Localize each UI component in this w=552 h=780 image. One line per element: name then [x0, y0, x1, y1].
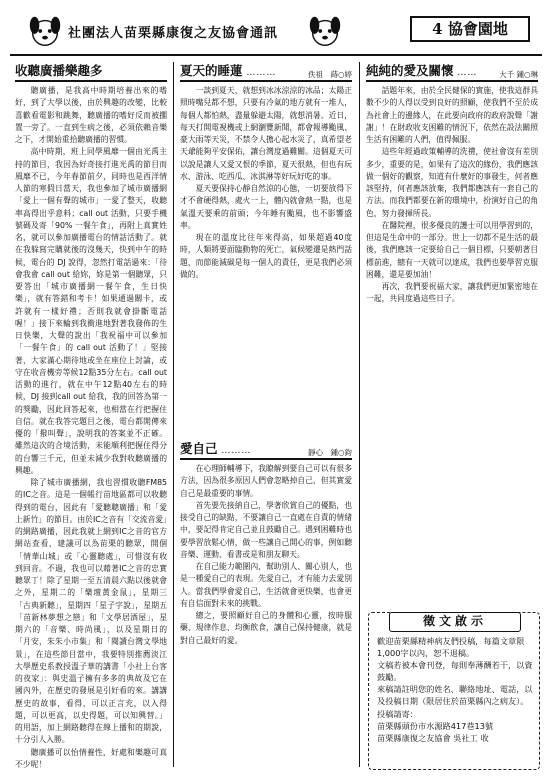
article-title-row: 純純的愛及關懷 …… 大千 鍾○琳 — [366, 62, 538, 82]
article-title: 愛自己 — [180, 441, 218, 456]
newsletter-header — [10, 4, 542, 60]
article-paragraph: 在醫院裡，很多優良的護士可以用學習到的，但這是生命中的一部分。世上一切都不是生活的最後，我們應該一定要給自己一個目標，只要朝著目標前進，總有一天就可以達成，我們也要學習克服困難，還是要加油！ — [366, 220, 538, 279]
article-paragraph: 再次，我們要祝福大家，讓我們更加緊密地在一起，共同度過這些日子。 — [366, 282, 538, 304]
call-for-submissions-box — [368, 612, 540, 770]
ad-line: 文稿若被本會刊登，每則奉薄酬若干，以資鼓勵。 — [377, 660, 533, 683]
article-paragraph: 話題年來，由於全民健保的實施，使我這群具數不少的人得以受到良好的照顧，使我們不至於成為社會上的邊緣人，在此要向政府的政府說聲「謝謝」！在財政收支困難的情況下，依然在設法關照生活有困難的人們，值得佩服。 — [366, 86, 538, 144]
article-summer-lotus — [180, 62, 352, 350]
ad-line: 投稿請寄： — [377, 708, 418, 719]
article-title: 夏天的睡蓮 — [180, 63, 243, 78]
article-paragraph: 高中時期，班上同學風靡一個由光禹主持的節目，我因為好奇接打進光禹的節目而風靡不已，今年春節前夕，同時也是西洋情人節的寒假日當天，我也參加了城市廣播網「愛上一個有聲的城市」一愛了整天，收聽率高得出乎意料；call out 活動，只要手機號碼及寄「90% 一餐午食」，再附上真實姓名，就可以參加廣播電台的情話活動了。就在我躲寫完購就後的沒幾天，快到中午的時候，電台的 DJ 說得，忽然打電話過來：「待會我會 call out 給妳，妳是第一個聽眾，只要答出「城市廣播網一餐午食，生日快樂」，就有答錯和考卡！如果通過關卡，或許就有一樣好禮；否則我就會掛斷電話喔！」接下來輪到我衝進地對著我發佈的生日快樂，大聲的說出「我祝福中可以參加「一餐午食」的 call out 活動了！」堅接著，大家滿心期待地或坐在座位上討論，或守在收音機旁等候12點35分左右。call out活動的進行，就在中午12點40左右的時候，DJ 接到call out 給我，我的回答為第一的獎勵，因此回答起來，也相當在行把握住自信。就在我答完題目之後，電台都開傳來優的「撥叫聲」，說明我的答案並不正確。雖然這次的合境活動，未能順利把握住得分的台響三千元，但並未減少我對收聽廣播的興趣。 — [15, 147, 167, 475]
ad-line: 苗栗縣頭份市水源路417巷13號 — [377, 720, 494, 731]
article-paragraph: 除了城市廣播網，我也習慣收聽FM85 的IC之音。這是一個帳行苗地區都可以收聽得到的電台，因此有「愛聽聰廣播」和「愛上新竹」的節目。由於IC之音有「交流音愛」的網路廣播，因此我就上網到IC之音的官方網站查看，建議可以為苗栗的聽眾，開個「情華山城」或「心靈聽處」，可惜沒有收到回音。不過，我也可以藉著IC之音的忠實聽眾丁！除了星期一至五清晨六點以後就會之外，星期二的「樂壇黃金鼠」，星期三「古典新聽」，星期四「星子字說」，星期五「苗新林夢想之戀」和「文學居酒屋」，星期六的「音樂、時尚風」，以及星期日的「月安，朱朱小市集」和「閱讀台灣文學地景」，在這些節目當中，我要特別推薦淡江大學歷史系教授溫子華的講書「小社上台客的夜家」：與史溫子擁有多多的典故及它在國內外，在歷史的發展是引好看的來。講講歷史的故事，看得，可以正言充，以入得題，可以更高，以史得題，可以知興替。」的用語，加上網路聽得在線上播和的期說，十分引人入勝。 — [15, 478, 167, 745]
article-paragraph: 夏天要保持心靜自然涼的心態，一切要放得下才不會硬得熱，處火一上，體內就會熱一點，也是氣溫天要乘的前頭；今年睡有颱風，也不影響盛率。 — [180, 184, 352, 230]
newsletter-title: 社團法人苗栗縣康復之友協會通訊 — [68, 26, 279, 41]
article-title: 純純的愛及關懷 — [366, 63, 454, 78]
column-divider — [173, 62, 174, 767]
ad-line: 苗栗縣康復之友協會 吳社工 收 — [377, 732, 489, 743]
article-paragraph: 這些年經過政策輔導的洗禮，使社會沒有差別多少，重要的是，如果有了這次的緣份，我們應該做一個好的觀察，知道有什麼好的事發生，何者應該堅持，何者應該放棄，我們都應該有一套自己的方法。而我們都要在新的環境中，扮演好自己的角色，努力發揮所長。 — [366, 147, 538, 218]
article-title: 收聽廣播樂趣多 — [15, 62, 167, 82]
article-paragraph: 現在的溫度比往年來得高，如果超過40度時，人類將要面臨動物的死亡，氣候變遷是熱門話題，而節能減碳是每一個人的責任，更是我們必須做的。 — [180, 233, 352, 279]
article-author: 佚祖 蒔○婷 — [307, 70, 352, 79]
call-for-submissions-title: 徵文啟示 — [389, 612, 521, 632]
article-title-row: 愛自己 ……… 靜心 鍾○鈞 — [180, 440, 352, 460]
article-paragraph: 一談到夏天，就想到冰冰涼涼的冰品；太陽正照時嘴兒都不想，只要有冷氣的地方就有一堆人，每個人都怕熱，盡量躲避太陽，就想消暑。近日，每天打開電視機或上網瀏覽新聞，都會報導颱風、豪大雨等天災，不禁令人擔心起水災了，真希望老天爺能夠平安保佑，讓台灣度過難關。這個夏天可以說是讓人又愛又恨的季節，夏天很熱，但也有玩水、游泳、吃西瓜、冰淇淋等好玩好吃的事。 — [180, 86, 352, 181]
article-author: 靜心 鍾○鈞 — [307, 448, 352, 457]
article-paragraph: 聽廣播，是我高中時期培養出來的嗜好，到了大學以後，由於興趣的改變，比較喜歡看電影和跳舞，聽廣播的嗜好反而被擱置一旁了。一直到生病之後，必須依賴音樂之下，才開始重拾聽廣播的習慣。 — [15, 86, 167, 144]
article-love-yourself — [180, 440, 352, 765]
article-paragraph: 首先要先接納自己，學著欣賞自己的優點，也接受自己的缺點，不要讓自己一直處在自責的情緒中，要記得肯定自己並且鼓勵自己。遇到困難時也要學習放鬆心情，做一些讓自己開心的事，例如聽音樂、運動、看書或是和朋友聊天。 — [180, 500, 352, 559]
article-paragraph: 總之，要照顧好自己的身體和心靈，按時服藥、規律作息、均衡飲食，讓自己保持健康，就是對自己最好的愛。 — [180, 611, 352, 645]
article-pure-love — [366, 62, 538, 607]
article-author: 大千 鍾○琳 — [499, 70, 538, 79]
section-label: 4 協會園地 — [410, 16, 530, 42]
ad-line: 來稿請註明您的姓名、聯絡地址、電話，以及投稿日期（限居住於苗栗縣內之病友）。 — [377, 684, 533, 707]
dog-icon — [306, 12, 344, 50]
dog-icon — [26, 12, 64, 50]
article-listening-radio — [15, 62, 167, 769]
column-divider — [359, 62, 360, 767]
ad-line: 歡迎苗栗縣精神病友們投稿，每篇文章限1,000字以內，恕不退稿。 — [377, 636, 525, 659]
article-title-row: 夏天的睡蓮 ……… 佚祖 蒔○婷 — [180, 62, 352, 82]
header-rule — [10, 54, 542, 56]
article-paragraph: 在自己能力範圍內，幫助別人、關心別人，也是一種愛自己的表現。先愛自己，才有能力去愛別人。當我們學會愛自己，生活就會更快樂，也會更有自信面對未來的挑戰。 — [180, 562, 352, 608]
article-paragraph: 聽廣播可以怡情養性，好處和樂趣可真不少呢！ — [15, 747, 167, 769]
article-paragraph: 在心理師輔導下，我瞭解到要自己可以有很多方法，因為很多原因人們會忽略掉自己，但其實愛自己是最重要的事情。 — [180, 464, 352, 498]
